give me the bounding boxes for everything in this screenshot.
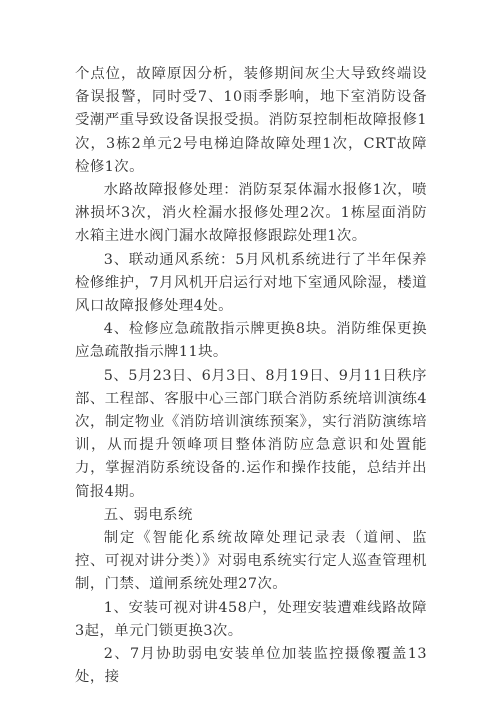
section-heading-weak-current: 五、弱电系统 bbox=[103, 506, 193, 523]
document-body bbox=[75, 63, 427, 689]
paragraph-fire-training: 5、5月23日、6月3日、8月19日、9月11日秩序部、工程部、客服中心三部门联合消防系统培训演练4次，制定物业《消防培训演练预案》，实行消防演练培训，从而提升领峰项目整体消防应急意识和处置能力，掌握消防系统设备的.运作和操作技能，总结并出简报4期。 bbox=[75, 367, 427, 500]
paragraph-camera-install: 2、7月协助弱电安装单位加装监控摄像覆盖13处，接 bbox=[75, 646, 427, 686]
paragraph-evacuation-signs: 4、检修应急疏散指示牌更换8块。消防维保更换应急疏散指示牌11块。 bbox=[75, 321, 427, 361]
paragraph-ventilation: 3、联动通风系统：5月风机系统进行了半年保养检修维护，7月风机开启运行对地下室通风除湿，楼道风口故障报修处理4处。 bbox=[75, 251, 427, 315]
paragraph-fault-analysis: 个点位，故障原因分析，装修期间灰尘大导致终端设备误报警，同时受7、10雨季影响，地下室消防设备受潮严重导致设备误报受损。消防泵控制柜故障报修1次，3栋2单元2号电梯迫降故障处理1次，CRT故障检修1次。 bbox=[75, 66, 427, 175]
paragraph-intercom-install: 1、安装可视对讲458户，处理安装遭难线路故障3起，单元门锁更换3次。 bbox=[75, 599, 427, 639]
paragraph-water-fault: 水路故障报修处理：消防泵泵体漏水报修1次，喷淋损坏3次，消火栓漏水报修处理2次。1栋屋面消防水箱主进水阀门漏水故障报修跟踪处理1次。 bbox=[75, 182, 427, 245]
paragraph-intelligent-system: 制定《智能化系统故障处理记录表（道闸、监控、可视对讲分类）》对弱电系统实行定人巡查管理机制，门禁、道闸系统处理27次。 bbox=[75, 530, 427, 593]
